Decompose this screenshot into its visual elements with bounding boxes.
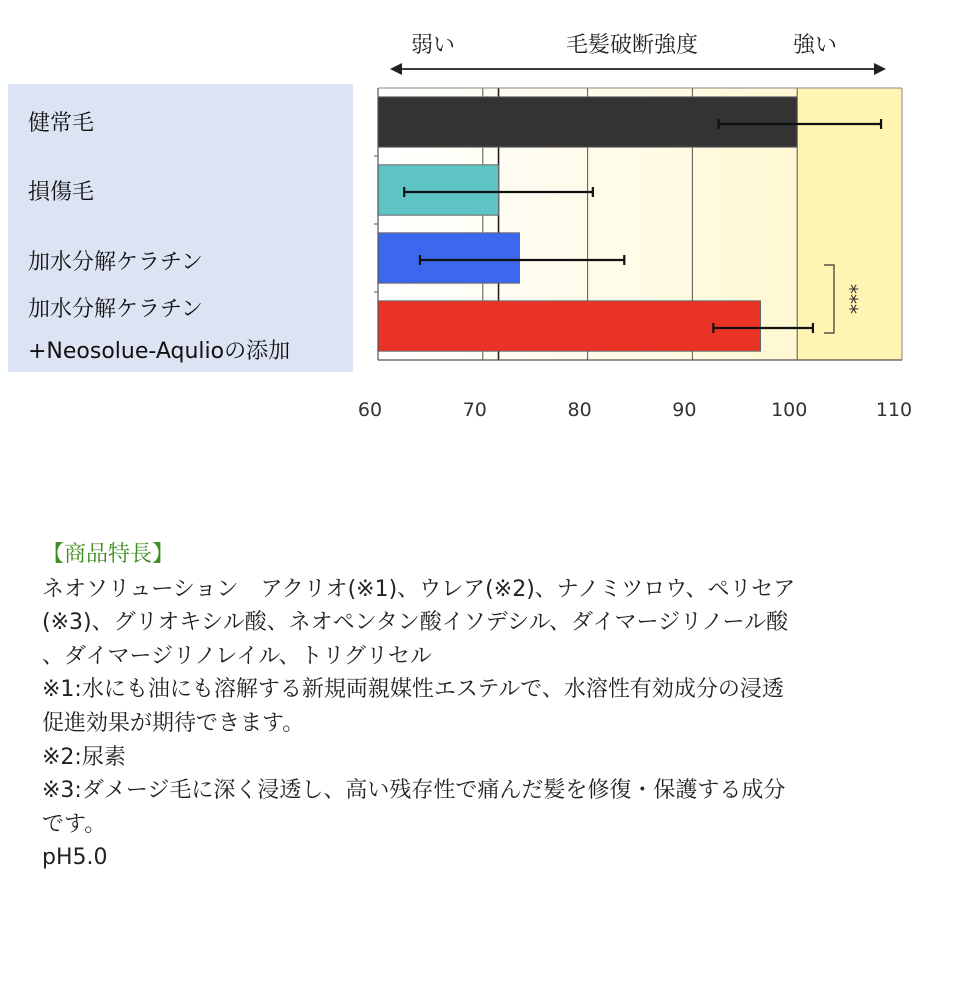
- ingredients-line-2: (※3)、グリオキシル酸、ネオペンタン酸イソデシル、ダイマージリノール酸: [42, 610, 789, 636]
- x-tick-label-100: 100: [771, 399, 808, 421]
- note-3-line-1: ※3:ダメージ毛に深く浸透し、高い残存性で痛んだ髪を修復・保護する成分: [42, 778, 786, 804]
- hair-breaking-strength-chart: [0, 0, 956, 470]
- x-tick-labels: [358, 399, 912, 421]
- category-label-0-0: 健常毛: [28, 111, 95, 136]
- bar-2: [378, 233, 519, 283]
- product-description: [42, 538, 922, 875]
- weak-label: 弱い: [410, 33, 456, 58]
- ph-value: pH5.0: [42, 845, 108, 871]
- x-tick-label-90: 90: [672, 399, 697, 421]
- x-tick-label-70: 70: [462, 399, 487, 421]
- bar-1: [378, 165, 499, 215]
- arrow-head-right: [874, 63, 886, 75]
- bar-0: [378, 97, 797, 147]
- note-1-line-2: 促進効果が期待できます。: [42, 710, 305, 736]
- x-tick-label-80: 80: [567, 399, 592, 421]
- chart-title: 毛髪破断強度: [565, 33, 699, 58]
- category-label-3-0: 加水分解ケラチン: [28, 297, 203, 322]
- significance-marker: ***: [838, 284, 862, 314]
- arrow-head-left: [390, 63, 402, 75]
- bar-3: [378, 301, 761, 351]
- category-label-3-1: +Neosolue-Aqulioの添加: [28, 339, 291, 364]
- ingredients-line-3: 、ダイマージリノレイル、トリグリセル: [42, 643, 432, 669]
- note-3-line-2: です。: [42, 811, 107, 837]
- ingredients-line-1: ネオソリューション アクリオ(※1)、ウレア(※2)、ナノミツロウ、ペリセア: [42, 576, 796, 602]
- strong-label: 強い: [792, 33, 838, 58]
- category-label-1-0: 損傷毛: [28, 180, 95, 205]
- x-tick-label-60: 60: [357, 399, 383, 421]
- strong-zone-highlight: [797, 88, 902, 360]
- category-label-2-0: 加水分解ケラチン: [28, 250, 203, 275]
- note-2: ※2:尿素: [42, 744, 126, 770]
- note-1-line-1: ※1:水にも油にも溶解する新規両親媒性エステルで、水溶性有効成分の浸透: [42, 677, 784, 703]
- feature-heading: 【商品特長】: [42, 542, 175, 567]
- x-tick-label-110: 110: [875, 399, 913, 421]
